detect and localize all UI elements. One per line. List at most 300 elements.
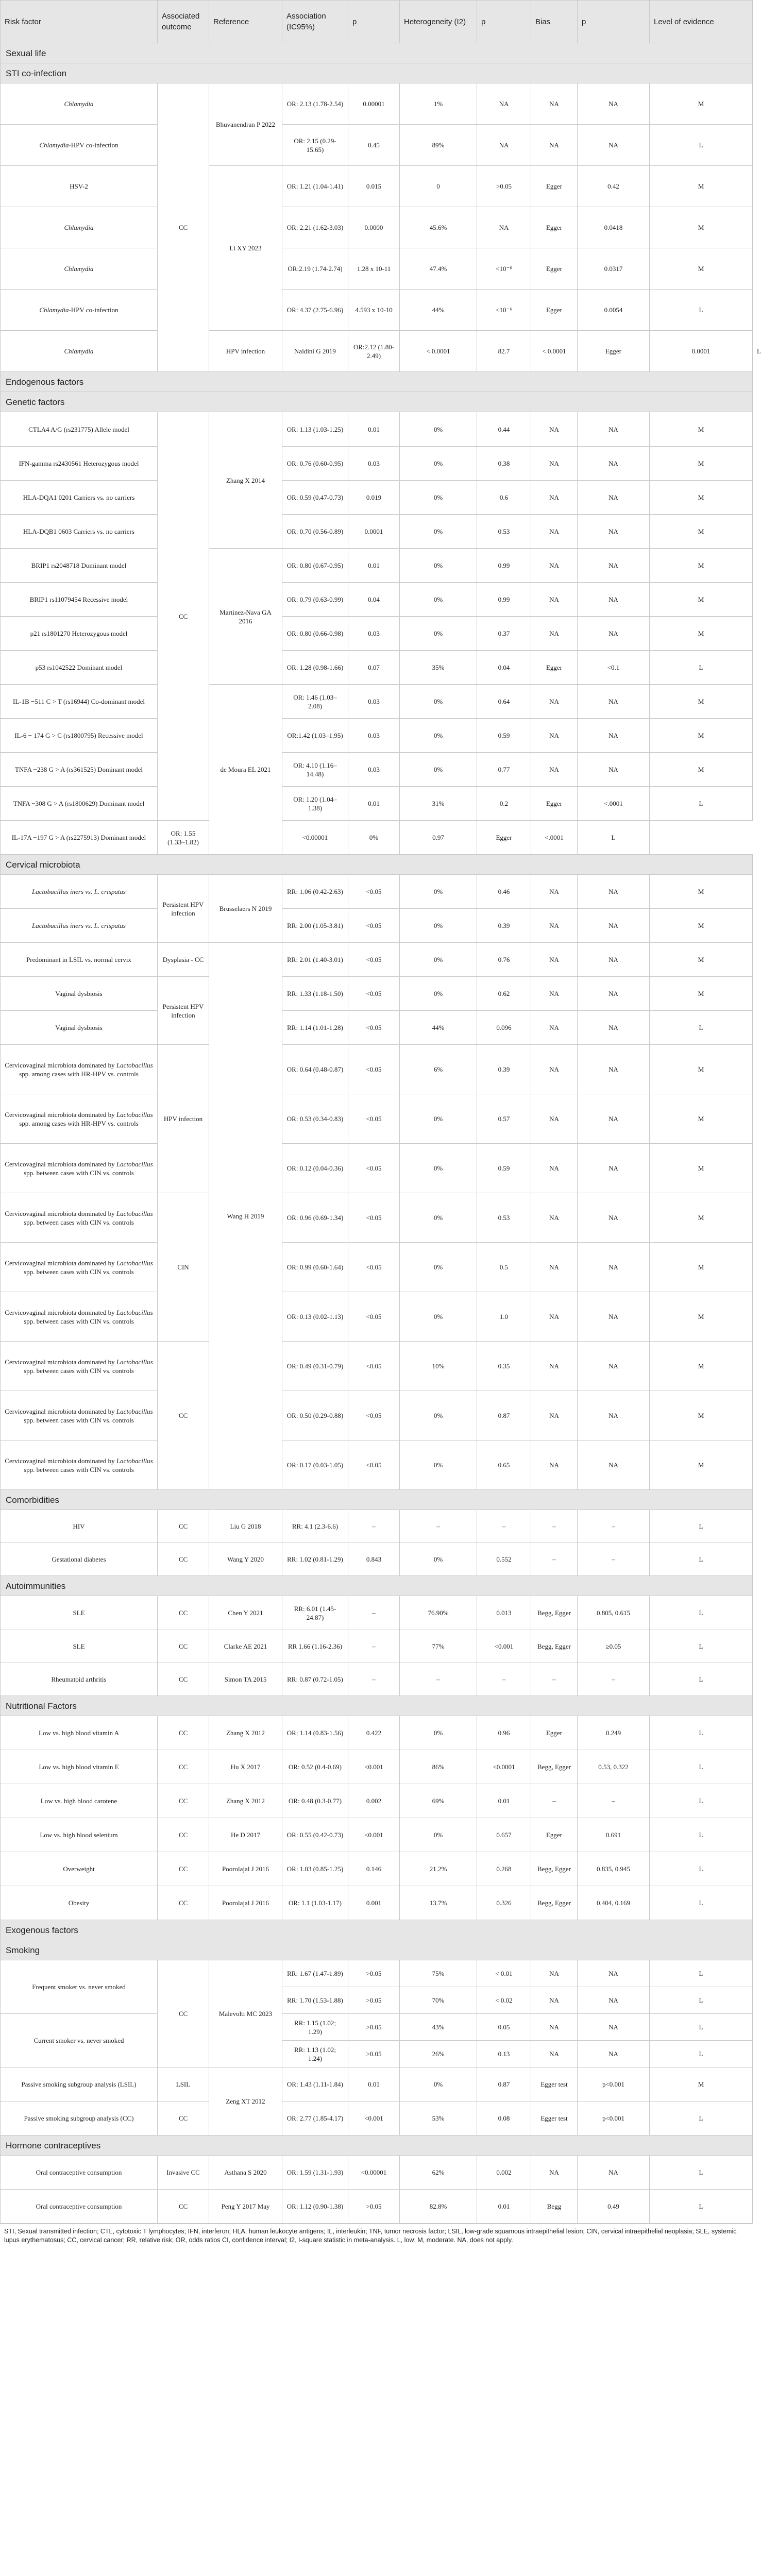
table-cell: NA [578,412,650,447]
table-cell: L [650,1663,753,1696]
table-row [1,447,753,481]
table-cell: – [400,1510,477,1543]
table-cell: 0.65 [477,1440,531,1490]
table-cell: 69% [400,1784,477,1818]
table-cell: L [650,2156,753,2190]
table-cell: L [650,1886,753,1920]
table-cell: <0.05 [348,1193,400,1243]
table-row [1,1818,753,1852]
table-cell: L [650,1987,753,2014]
table-cell: 0.99 [477,583,531,617]
table-row [1,1440,753,1490]
table-cell: M [650,1094,753,1144]
table-cell: Persistent HPV infection [158,977,209,1045]
column-header: Level of evidence [650,1,753,43]
table-cell: Predominant in LSIL vs. normal cervix [1,943,158,977]
table-cell: OR: 0.80 (0.66-0.98) [282,617,348,651]
table-cell: OR: 0.49 (0.31-0.79) [282,1342,348,1391]
table-cell: L [650,2041,753,2067]
table-cell: 0.62 [477,977,531,1011]
section-header [1,63,753,83]
table-row [1,651,753,685]
table-cell: OR: 0.48 (0.3-0.77) [282,1784,348,1818]
table-cell: M [650,583,753,617]
table-cell: OR: 0.59 (0.47-0.73) [282,481,348,515]
table-cell: Cervicovaginal microbiota dominated by Lactobacillus spp. between cases with CIN vs. controls [1,1144,158,1193]
table-cell: – [477,1663,531,1696]
table-cell: 0.2 [477,787,531,821]
table-cell: 0 [400,166,477,207]
table-cell: – [348,1510,400,1543]
table-cell: 0% [400,753,477,787]
table-cell: 0% [400,2067,477,2102]
table-cell: <0.05 [348,1391,400,1440]
table-cell: NA [531,1011,578,1045]
table-cell: Egger test [531,2067,578,2102]
table-cell: NA [531,1193,578,1243]
table-cell: CC [158,412,209,821]
table-cell: M [650,549,753,583]
table-row [1,617,753,651]
table-row [1,481,753,515]
table-cell: NA [578,481,650,515]
table-cell: NA [531,685,578,719]
table-cell: OR: 2.77 (1.85-4.17) [282,2102,348,2136]
table-row [1,1193,753,1243]
table-cell: Chlamydia [1,331,158,372]
table-row [1,166,753,207]
table-cell: 47.4% [400,248,477,290]
section-header [1,855,753,875]
table-cell: Egger [531,787,578,821]
table-row [1,412,753,447]
table-cell: Cervicovaginal microbiota dominated by Lactobacillus spp. between cases with CIN vs. controls [1,1193,158,1243]
table-cell: 0.49 [578,2190,650,2224]
table-cell: 0.04 [348,583,400,617]
table-cell: M [650,685,753,719]
table-cell: 0.805, 0.615 [578,1596,650,1630]
table-cell: Wang Y 2020 [209,1543,282,1576]
table-cell: L [650,651,753,685]
section-header [1,1576,753,1596]
table-row: Chlamydia HPV infection Naldini G 2019 OR:2.12 (1.80-2.49) < 0.0001 82.7 < 0.0001 Egger 0.0001 L [1,331,753,372]
table-cell: 0.03 [348,685,400,719]
table-cell: – [531,1543,578,1576]
table-cell: NA [578,1094,650,1144]
column-header: p [348,1,400,43]
table-cell: 31% [400,787,477,821]
table-cell: 0.0054 [578,290,650,331]
table-cell: 86% [400,1750,477,1784]
section-title: Sexual life [1,43,753,63]
table-cell: 0.326 [477,1886,531,1920]
table-row [1,1045,753,1094]
table-cell: CC [158,1543,209,1576]
table-cell: Egger [531,207,578,248]
column-header: Risk factor [1,1,158,43]
table-cell: NA [578,1193,650,1243]
table-cell: NA [578,1342,650,1391]
table-cell: CC [158,2190,209,2224]
table-cell: 0% [400,1094,477,1144]
table-cell: Cervicovaginal microbiota dominated by Lactobacillus spp. between cases with CIN vs. controls [1,1243,158,1292]
table-cell: 0.0000 [348,207,400,248]
table-cell: Obesity [1,1886,158,1920]
table-cell: IL-1B −511 C > T (rs16944) Co-dominant model [1,685,158,719]
table-row [1,83,753,125]
table-cell: NA [578,1391,650,1440]
table-cell: – [348,1663,400,1696]
table-cell: M [650,753,753,787]
table-cell: >0.05 [348,2041,400,2067]
table-cell: 0.422 [348,1716,400,1750]
table-cell: CC [158,1784,209,1818]
table-cell: NA [531,1342,578,1391]
table-cell: 0.44 [477,412,531,447]
table-cell: <0.00001 [282,821,348,855]
column-header: p [578,1,650,43]
table-cell: 0% [400,1292,477,1342]
table-cell: 0.0001 [650,331,753,372]
table-cell: OR: 0.12 (0.04-0.36) [282,1144,348,1193]
table-cell: 0% [348,821,400,855]
table-row [1,290,753,331]
table-cell: 0% [400,1543,477,1576]
table-cell: OR: 1.43 (1.11-1.84) [282,2067,348,2102]
table-cell: Current smoker vs. never smoked [1,2014,158,2067]
table-cell: Li XY 2023 [209,166,282,331]
section-header [1,1696,753,1716]
table-cell: 26% [400,2041,477,2067]
table-cell: NA [578,977,650,1011]
table-cell: CC [158,1630,209,1663]
table-cell: BRIP1 rs2048718 Dominant model [1,549,158,583]
table-cell: RR: 0.87 (0.72-1.05) [282,1663,348,1696]
table-row [1,1630,753,1663]
table-cell: 6% [400,1045,477,1094]
table-cell: NA [578,943,650,977]
table-cell: Egger [477,821,531,855]
table-cell: Clarke AE 2021 [209,1630,282,1663]
table-cell: 35% [400,651,477,685]
table-cell: 0.01 [477,1784,531,1818]
table-cell: de Moura EL 2021 [209,685,282,855]
table-cell: 0.00001 [348,83,400,125]
table-row [1,1342,753,1391]
table-cell: NA [578,1243,650,1292]
table-cell: – [531,1784,578,1818]
table-cell: Frequent smoker vs. never smoked [1,1960,158,2014]
table-row [1,1784,753,1818]
section-title: Cervical microbiota [1,855,753,875]
table-cell: <0.1 [578,651,650,685]
table-cell: 62% [400,2156,477,2190]
table-cell: OR: 2.13 (1.78-2.54) [282,83,348,125]
table-cell: NA [578,583,650,617]
table-cell: IL-6 − 174 G > C (rs1800795) Recessive model [1,719,158,753]
table-row [1,1144,753,1193]
table-cell: 0.03 [348,447,400,481]
table-cell: >0.05 [348,2190,400,2224]
table-cell: HLA-DQB1 0603 Carriers vs. no carriers [1,515,158,549]
table-cell: 0% [400,875,477,909]
table-cell: 0.0317 [578,248,650,290]
table-cell: OR: 0.99 (0.60-1.64) [282,1243,348,1292]
table-cell: 0.59 [477,719,531,753]
table-cell: 0.53 [477,515,531,549]
table-cell: NA [531,1045,578,1094]
table-cell: NA [531,83,578,125]
table-cell: M [650,412,753,447]
table-cell: Egger [531,1818,578,1852]
table-cell: LSIL [158,2067,209,2102]
table-cell: p53 rs1042522 Dominant model [1,651,158,685]
table-cell: Vaginal dysbiosis [1,1011,158,1045]
table-cell: OR: 4.10 (1.16–14.48) [282,753,348,787]
table-cell: ≥0.05 [578,1630,650,1663]
table-cell: Egger [531,651,578,685]
table-cell: 0.38 [477,447,531,481]
column-header: Association (IC95%) [282,1,348,43]
table-cell: <10⁻⁶ [477,290,531,331]
table-cell: Oral contraceptive consumption [1,2190,158,2224]
table-cell: <0.0001 [477,1750,531,1784]
table-cell: <0.05 [348,977,400,1011]
table-cell: <0.001 [477,1630,531,1663]
table-cell: >0.05 [348,2014,400,2041]
table-cell: TNFA −308 G > A (rs1800629) Dominant model [1,787,158,821]
table-cell: Cervicovaginal microbiota dominated by Lactobacillus spp. between cases with CIN vs. controls [1,1391,158,1440]
table-cell: 0% [400,977,477,1011]
table-cell: OR: 0.70 (0.56-0.89) [282,515,348,549]
table-cell: OR: 1.03 (0.85-1.25) [282,1852,348,1886]
table-cell: M [650,1391,753,1440]
table-cell: L [650,1543,753,1576]
table-cell: 0% [400,447,477,481]
table-cell: CC [158,1852,209,1886]
table-cell: M [650,719,753,753]
table-cell: 0.57 [477,1094,531,1144]
table-cell: RR: 6.01 (1.45-24.87) [282,1596,348,1630]
table-cell: RR: 1.33 (1.18-1.50) [282,977,348,1011]
table-row [1,2067,753,2102]
table-cell: RR: 1.06 (0.42-2.63) [282,875,348,909]
table-cell: 0.001 [348,1886,400,1920]
table-cell: Cervicovaginal microbiota dominated by Lactobacillus spp. between cases with CIN vs. controls [1,1342,158,1391]
table-cell: L [650,2102,753,2136]
column-header: p [477,1,531,43]
table-row [1,1011,753,1045]
table-cell: OR: 0.79 (0.63-0.99) [282,583,348,617]
table-cell: NA [531,617,578,651]
table-cell: CIN [158,1193,209,1342]
table-cell: NA [531,977,578,1011]
section-title: Autoimmunities [1,1576,753,1596]
table-cell: Low vs. high blood carotene [1,1784,158,1818]
table-cell: 0.01 [348,549,400,583]
table-cell: 0% [400,685,477,719]
table-cell: <.0001 [578,787,650,821]
table-row [1,943,753,977]
table-cell: OR: 1.1 (1.03-1.17) [282,1886,348,1920]
table-cell: OR: 2.15 (0.29-15.65) [282,125,348,166]
table-row [1,1292,753,1342]
table-cell: OR: 1.20 (1.04–1.38) [282,787,348,821]
table-row [1,821,753,855]
table-cell: 0.53 [477,1193,531,1243]
table-cell: L [578,821,650,855]
table-cell: <0.05 [348,1144,400,1193]
table-cell: RR: 1.67 (1.47-1.89) [282,1960,348,1987]
table-cell: 1.28 x 10-11 [348,248,400,290]
table-cell: 82.7 [477,331,531,372]
table-cell: Chlamydia [1,248,158,290]
table-cell: NA [578,753,650,787]
table-row [1,909,753,943]
table-cell: <0.05 [348,1011,400,1045]
table-cell: Begg, Egger [531,1630,578,1663]
table-cell: Low vs. high blood vitamin E [1,1750,158,1784]
table-cell: 0.268 [477,1852,531,1886]
table-cell: OR: 4.37 (2.75-6.96) [282,290,348,331]
table-cell: OR: 2.21 (1.62-3.03) [282,207,348,248]
table-cell: CC [158,2102,209,2136]
table-cell: NA [531,1243,578,1292]
table-cell: OR: 0.96 (0.69-1.34) [282,1193,348,1243]
table-cell: – [400,1663,477,1696]
table-cell: 44% [400,290,477,331]
table-cell: OR: 0.76 (0.60-0.95) [282,447,348,481]
table-cell: CC [158,1663,209,1696]
table-cell: Brusselaers N 2019 [209,875,282,943]
table-cell: 0% [400,583,477,617]
table-cell: NA [531,515,578,549]
table-cell: L [650,1784,753,1818]
table-cell: – [578,1510,650,1543]
table-cell: 0.0418 [578,207,650,248]
table-cell: OR: 1.28 (0.98-1.66) [282,651,348,685]
table-cell: <0.05 [348,1342,400,1391]
table-cell: NA [531,909,578,943]
table-row [1,2014,753,2041]
table-cell: NA [578,1011,650,1045]
table-cell: NA [531,1960,578,1987]
table-cell: L [650,1818,753,1852]
table-cell: 0.97 [400,821,477,855]
table-cell: 0% [400,1391,477,1440]
table-cell: 0% [400,549,477,583]
table-cell: 0.01 [348,2067,400,2102]
table-cell: RR: 1.70 (1.53-1.88) [282,1987,348,2014]
table-cell: CC [158,1750,209,1784]
table-row [1,1510,753,1543]
section-title: Genetic factors [1,392,753,412]
table-cell: OR:2.19 (1.74-2.74) [282,248,348,290]
table-cell: – [477,1510,531,1543]
section-header [1,392,753,412]
table-cell: <10⁻⁶ [477,248,531,290]
table-cell: M [650,909,753,943]
table-cell: 13.7% [400,1886,477,1920]
table-cell: M [650,1342,753,1391]
table-cell: NA [531,875,578,909]
table-cell: <0.05 [348,1094,400,1144]
table-cell: OR: 0.64 (0.48-0.87) [282,1045,348,1094]
section-title: Hormone contraceptives [1,2136,753,2156]
table-cell: 0% [400,1716,477,1750]
table-body [1,43,761,2224]
table-cell: Poorolajal J 2016 [209,1852,282,1886]
table-cell: M [650,875,753,909]
table-cell: M [650,207,753,248]
table-cell: L [650,1630,753,1663]
table-cell: OR: 0.13 (0.02-1.13) [282,1292,348,1342]
table-row [1,1596,753,1630]
table-cell: Hu X 2017 [209,1750,282,1784]
table-cell: 0.87 [477,2067,531,2102]
table-cell: M [650,1243,753,1292]
table-cell: M [650,2067,753,2102]
table-cell: Egger [531,290,578,331]
table-cell: Begg, Egger [531,1852,578,1886]
table-row [1,2190,753,2224]
section-title: Nutritional Factors [1,1696,753,1716]
table-cell: NA [531,1292,578,1342]
table-cell: NA [578,2014,650,2041]
table-cell: Lactobacillus iners vs. L. crispatus [1,909,158,943]
table-cell: M [650,1292,753,1342]
table-cell: 21.2% [400,1852,477,1886]
table-cell: – [578,1543,650,1576]
table-cell: RR: 4.1 (2.3-6.6) [282,1510,348,1543]
table-cell: 45.6% [400,207,477,248]
table-cell: NA [578,1292,650,1342]
table-cell: M [650,248,753,290]
table-cell: 0.002 [477,2156,531,2190]
table-cell: 0% [400,1193,477,1243]
table-row [1,549,753,583]
table-cell: 0.45 [348,125,400,166]
table-cell: >0.05 [477,166,531,207]
table-row [1,1960,753,1987]
table-row [1,2156,753,2190]
section-title: Exogenous factors [1,1920,753,1940]
table-cell: CC [158,1596,209,1630]
table-cell: NA [531,481,578,515]
table-cell: OR: 1.55 (1.33–1.82) [158,821,209,855]
table-cell: Egger [531,166,578,207]
table-cell: 1.0 [477,1292,531,1342]
table-cell: Low vs. high blood vitamin A [1,1716,158,1750]
table-cell: Begg, Egger [531,1886,578,1920]
table-cell: Passive smoking subgroup analysis (CC) [1,2102,158,2136]
table-cell: Liu G 2018 [209,1510,282,1543]
table-cell: >0.05 [348,1987,400,2014]
table-cell: NA [578,1960,650,1987]
table-cell: Zhang X 2012 [209,1784,282,1818]
table-cell: 0.843 [348,1543,400,1576]
table-cell: 10% [400,1342,477,1391]
table-cell: Chlamydia [1,207,158,248]
table-cell: RR: 1.13 (1.02; 1.24) [282,2041,348,2067]
table-cell: 0.64 [477,685,531,719]
table-cell: Begg, Egger [531,1750,578,1784]
table-cell: 0.03 [348,719,400,753]
table-cell: Egger test [531,2102,578,2136]
table-cell: NA [477,207,531,248]
table-cell: CC [158,1886,209,1920]
table-cell: 0.07 [348,651,400,685]
